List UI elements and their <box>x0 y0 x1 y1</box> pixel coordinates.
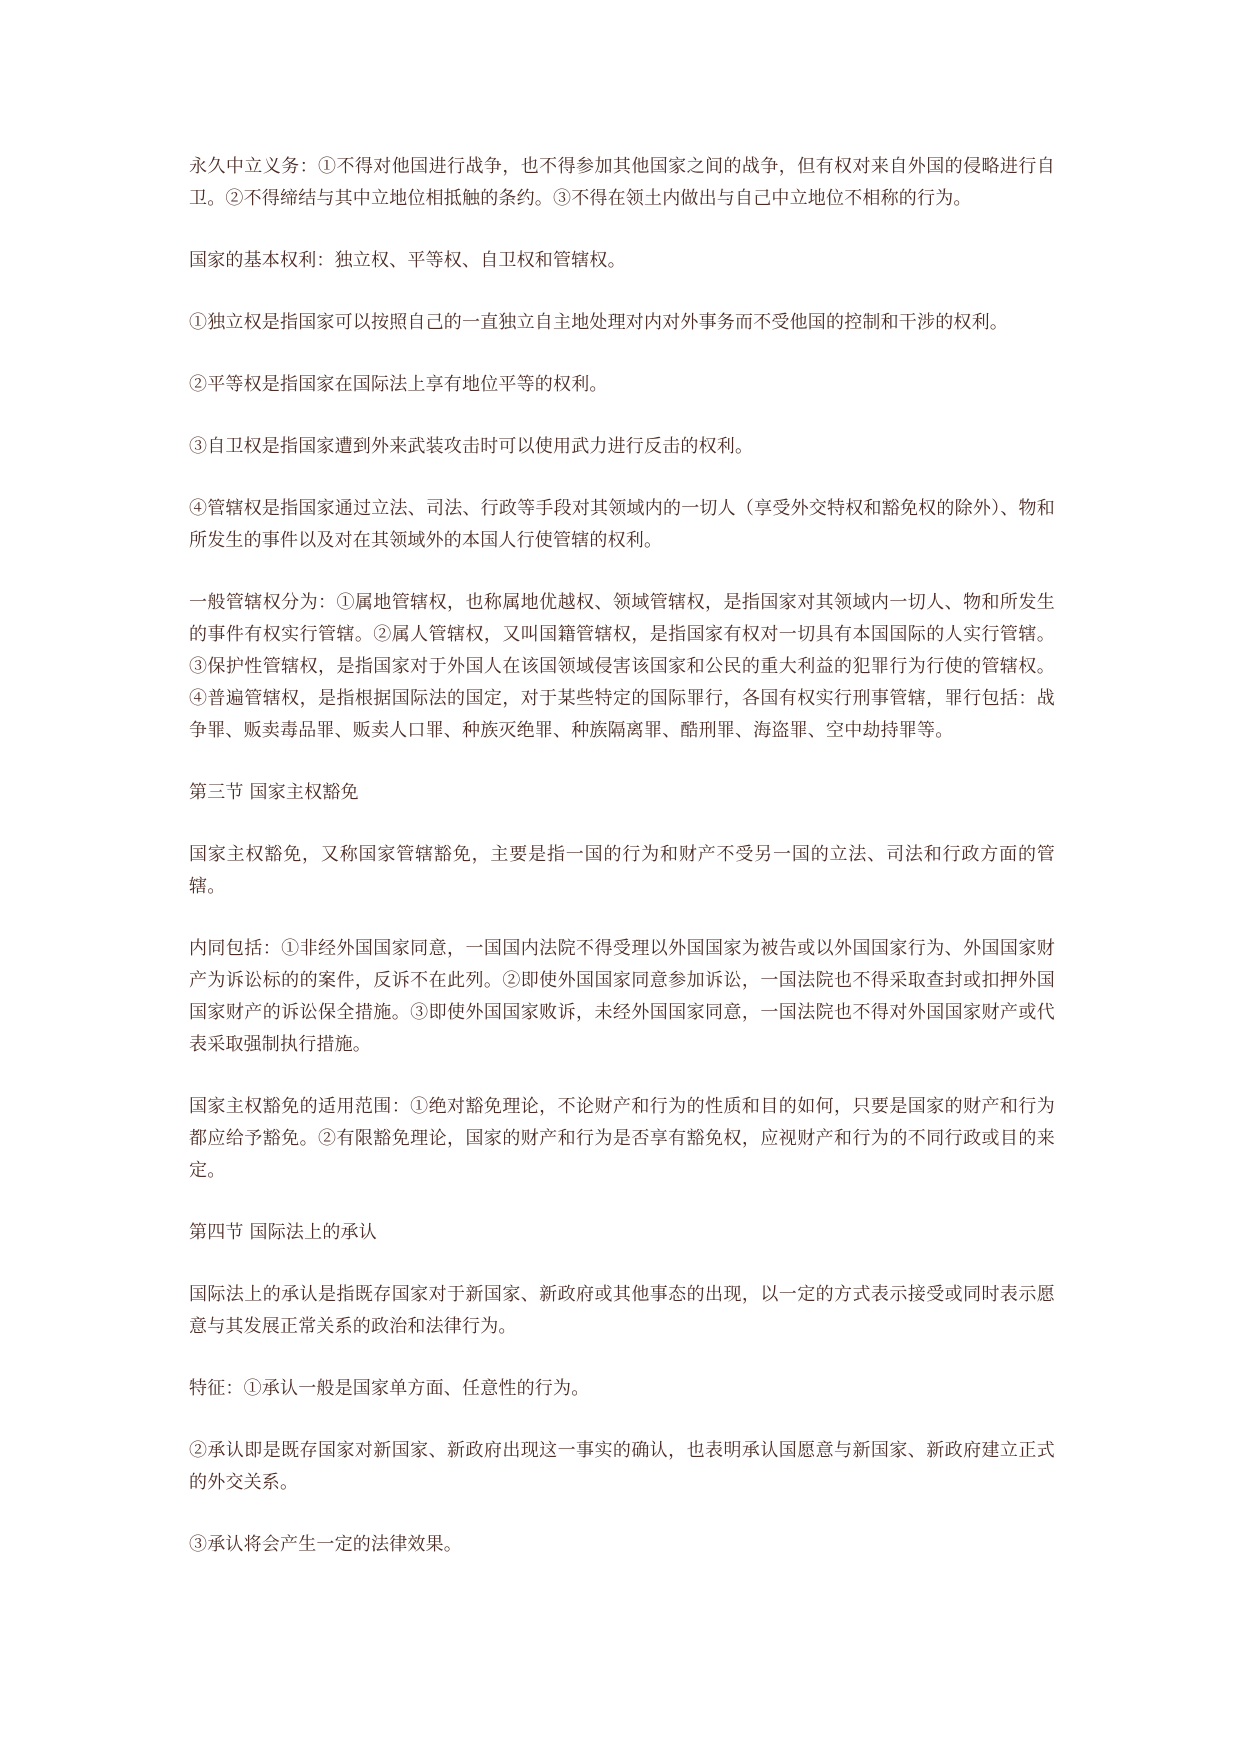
paragraph-permanent-neutrality-obligations: 永久中立义务：①不得对他国进行战争，也不得参加其他国家之间的战争，但有权对来自外国的侵略进行自卫。②不得缔结与其中立地位相抵触的条约。③不得在领土内做出与自己中立地位不相称的行为。 <box>189 156 1055 209</box>
section-heading-recognition: 第四节 国际法上的承认 <box>189 1222 377 1243</box>
paragraph-recognition-feature-2: ②承认即是既存国家对新国家、新政府出现这一事实的确认，也表明承认国愿意与新国家、新政府建立正式的外交关系。 <box>189 1440 1055 1493</box>
paragraph-general-jurisdiction-types: 一般管辖权分为：①属地管辖权，也称属地优越权、领域管辖权，是指国家对其领域内一切人、物和所发生的事件有权实行管辖。②属人管辖权，又叫国籍管辖权，是指国家有权对一切具有本国国际的人实行管辖。③保护性管辖权，是指国家对于外国人在该国领域侵害该国家和公民的重大利益的犯罪行为行使的管辖权。④普遍管辖权，是指根据国际法的国定，对于某些特定的国际罪行，各国有权实行刑事管辖，罪行包括：战争罪、贩卖毒品罪、贩卖人口罪、种族灭绝罪、种族隔离罪、酷刑罪、海盗罪、空中劫持罪等。 <box>189 592 1055 741</box>
paragraph-right-of-equality: ②平等权是指国家在国际法上享有地位平等的权利。 <box>189 374 608 395</box>
paragraph-sovereign-immunity-definition: 国家主权豁免，又称国家管辖豁免，主要是指一国的行为和财产不受另一国的立法、司法和行政方面的管辖。 <box>189 844 1055 897</box>
paragraph-right-of-self-defense: ③自卫权是指国家遭到外来武装攻击时可以使用武力进行反击的权利。 <box>189 436 754 457</box>
paragraph-right-of-independence: ①独立权是指国家可以按照自己的一直独立自主地处理对内对外事务而不受他国的控制和干涉的权利。 <box>189 312 1008 333</box>
paragraph-recognition-definition: 国际法上的承认是指既存国家对于新国家、新政府或其他事态的出现，以一定的方式表示接受或同时表示愿意与其发展正常关系的政治和法律行为。 <box>189 1284 1055 1337</box>
paragraph-sovereign-immunity-scope: 国家主权豁免的适用范围：①绝对豁免理论，不论财产和行为的性质和目的如何，只要是国家的财产和行为都应给予豁免。②有限豁免理论，国家的财产和行为是否享有豁免权，应视财产和行为的不同行政或目的来定。 <box>189 1096 1055 1181</box>
paragraph-basic-rights-of-states: 国家的基本权利：独立权、平等权、自卫权和管辖权。 <box>189 250 626 271</box>
paragraph-sovereign-immunity-contents: 内同包括：①非经外国国家同意，一国国内法院不得受理以外国国家为被告或以外国国家行为、外国国家财产为诉讼标的的案件，反诉不在此列。②即使外国国家同意参加诉讼，一国法院也不得采取查封或扣押外国国家财产的诉讼保全措施。③即使外国国家败诉，未经外国国家同意，一国法院也不得对外国国家财产或代表采取强制执行措施。 <box>189 938 1055 1055</box>
document-body <box>189 151 1055 1591</box>
paragraph-right-of-jurisdiction: ④管辖权是指国家通过立法、司法、行政等手段对其领域内的一切人（享受外交特权和豁免权的除外）、物和所发生的事件以及对在其领域外的本国人行使管辖的权利。 <box>189 498 1055 551</box>
paragraph-recognition-feature-3: ③承认将会产生一定的法律效果。 <box>189 1534 462 1555</box>
paragraph-recognition-feature-1: 特征：①承认一般是国家单方面、任意性的行为。 <box>189 1378 590 1399</box>
section-heading-sovereign-immunity: 第三节 国家主权豁免 <box>189 782 359 803</box>
